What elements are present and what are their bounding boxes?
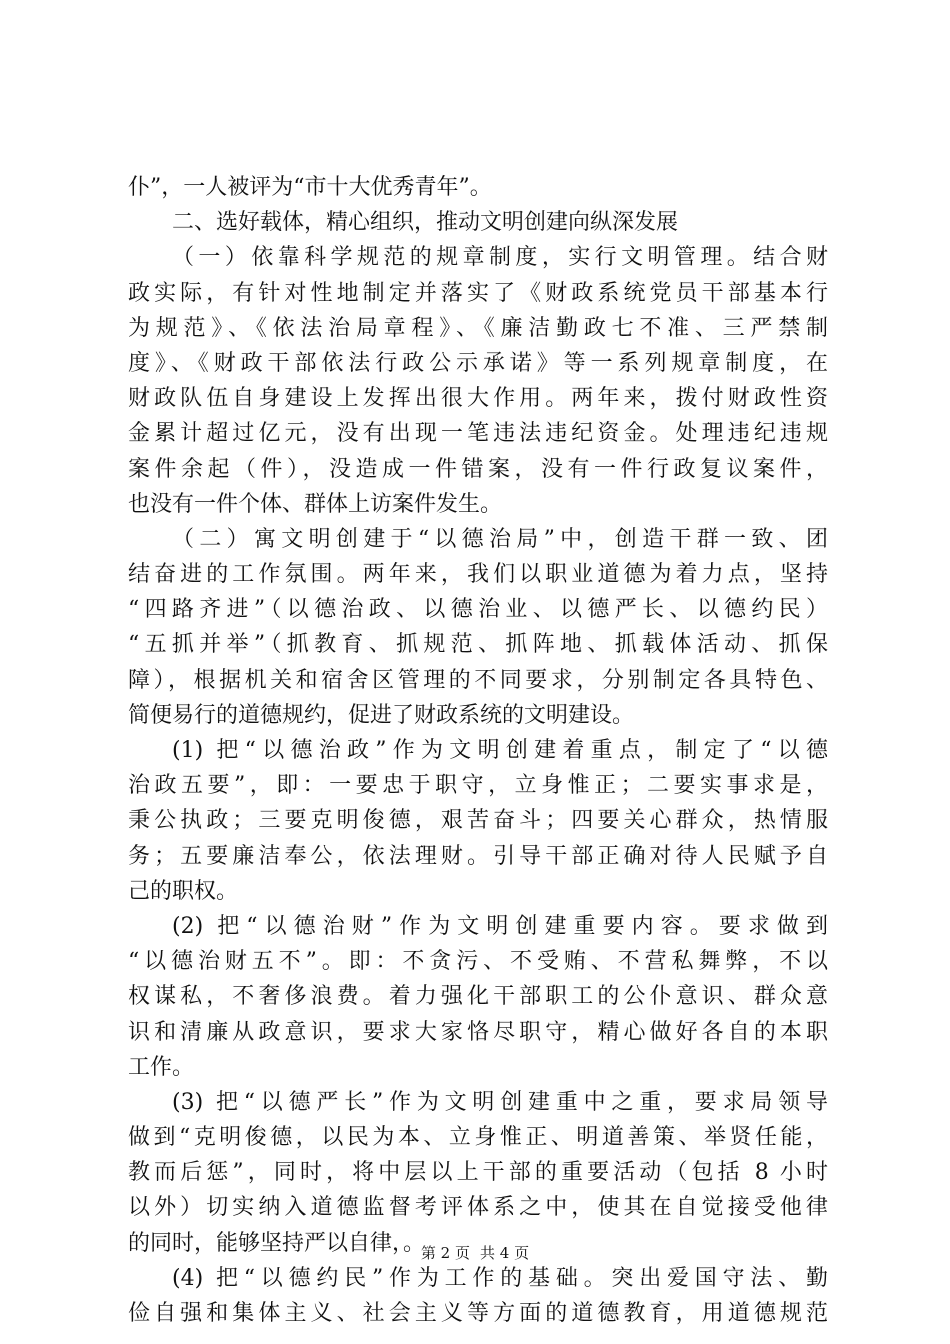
- text-line: 己的职权。: [128, 878, 239, 904]
- text-line: (3) 把“以德严长”作为文明创建重中之重，要求局领导: [172, 1089, 828, 1115]
- text-line: 工作。: [128, 1054, 195, 1080]
- text-line: 识和清廉从政意识，要求大家恪尽职守，精心做好各自的本职: [128, 1019, 828, 1045]
- text-line: (4) 把“以德约民”作为工作的基础。突出爱国守法、勤: [172, 1265, 828, 1291]
- text-line: 权谋私，不奢侈浪费。着力强化干部职工的公仆意识、群众意: [128, 984, 828, 1010]
- text-line: (2) 把“以德治财”作为文明创建重要内容。要求做到: [172, 913, 828, 939]
- text-line: 为规范》、《依法治局章程》、《廉洁勤政七不准、三严禁制: [128, 315, 828, 341]
- page-total: 共 4 页: [480, 1244, 530, 1262]
- text-line: 秉公执政；三要克明俊德，艰苦奋斗；四要关心群众，热情服: [128, 808, 828, 834]
- text-line: (1) 把“以德治政”作为文明创建着重点，制定了“以德: [172, 738, 828, 763]
- text-line: “五抓并举”（抓教育、抓规范、抓阵地、抓载体活动、抓保: [128, 632, 828, 658]
- text-line: 教而后惩”，同时，将中层以上干部的重要活动（包括 8 小时: [128, 1160, 828, 1186]
- text-line: 务；五要廉洁奉公，依法理财。引导干部正确对待人民赋予自: [128, 843, 828, 869]
- text-line: 简便易行的道德规约，促进了财政系统的文明建设。: [128, 702, 635, 728]
- text-line: 做到“克明俊德，以民为本、立身惟正、明道善策、举贤任能，: [128, 1125, 828, 1151]
- page-footer: [0, 1243, 950, 1263]
- page-number: 第 2 页: [420, 1244, 470, 1262]
- text-line: 以外）切实纳入道德监督考评体系之中，使其在自觉接受他律: [128, 1195, 828, 1221]
- text-line: 结奋进的工作氛围。两年来，我们以职业道德为着力点，坚持: [128, 562, 828, 588]
- text-line: 度》、《财政干部依法行政公示承诺》等一系列规章制度，在: [128, 350, 828, 376]
- text-line: 财政队伍自身建设上发挥出很大作用。两年来，拨付财政性资: [128, 386, 828, 412]
- text-line: 治政五要”，即：一要忠于职守，立身惟正；二要实事求是，: [128, 773, 828, 799]
- text-line: 俭自强和集体主义、社会主义等方面的道德教育，用道德规范: [128, 1301, 828, 1326]
- text-line: 金累计超过亿元，没有出现一笔违法违纪资金。处理违纪违规: [128, 421, 828, 447]
- text-line: 仆”，一人被评为“市十大优秀青年”。: [128, 175, 492, 200]
- text-line: （二）寓文明创建于“以德治局”中，创造干群一致、团: [172, 526, 828, 552]
- text-line: 二、选好载体，精心组织，推动文明创建向纵深发展: [172, 210, 679, 236]
- text-line: （一）依靠科学规范的规章制度，实行文明管理。结合财: [172, 245, 828, 271]
- text-line: 案件余起（件），没造成一件错案，没有一件行政复议案件，: [128, 456, 828, 482]
- text-line: 也没有一件个体、群体上访案件发生。: [128, 491, 503, 517]
- text-line: “四路齐进”（以德治政、以德治业、以德严长、以德约民）: [128, 597, 828, 623]
- text-line: 政实际，有针对性地制定并落实了《财政系统党员干部基本行: [128, 280, 828, 306]
- text-line: 的同时，能够坚持严以自律，。: [128, 1230, 426, 1256]
- text-line: 障），根据机关和宿舍区管理的不同要求，分别制定各具特色、: [128, 667, 828, 693]
- document-body: [128, 170, 828, 1331]
- text-line: “以德治财五不”。即：不贪污、不受贿、不营私舞弊，不以: [128, 949, 828, 975]
